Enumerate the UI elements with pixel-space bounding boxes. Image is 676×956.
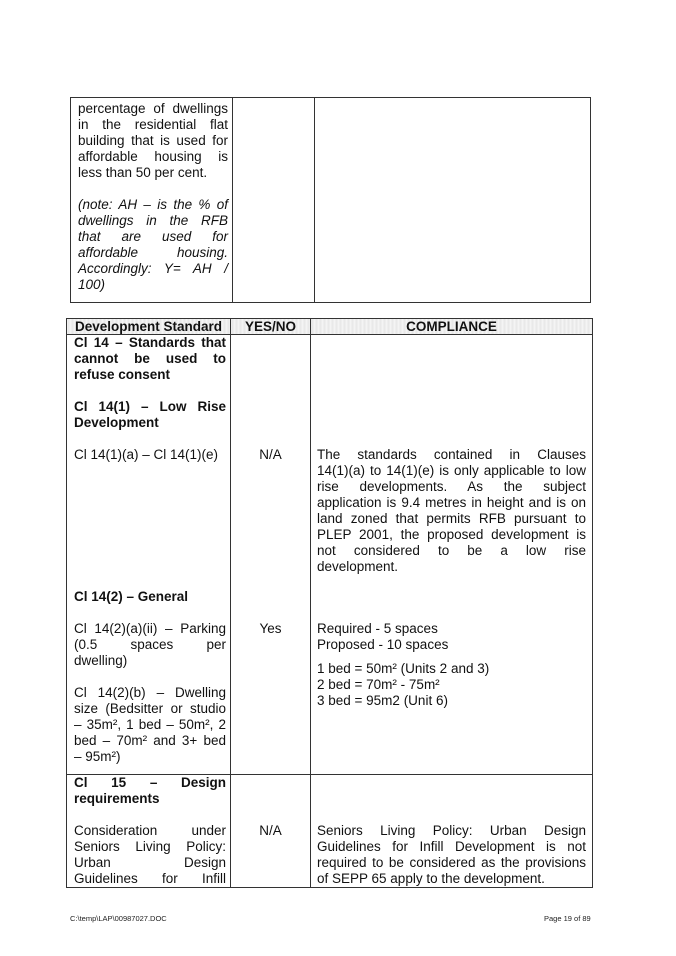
header-yes-no: YES/NO [231,319,311,335]
cl14-1-item: Cl 14(1)(a) – Cl 14(1)(e) [74,447,219,462]
dwelling-size-standard: Cl 14(2)(b) – Dwelling size (Bedsitter or studio – 35m², 1 bed – 50m², 2 bed – 70m² and 3+ bed – 95m²) [74,685,226,764]
cl15-yesno-cell [231,775,311,888]
cl14-title: Cl 14 – Standards that cannot be used to refuse consent [74,335,226,382]
cl14-1-compliance: The standards contained in Clauses 14(1)(a) to 14(1)(e) is only applicable to low rise developments. As the subject application is 9.4 metres in height and is on land zoned that permits RFB pursuant to PLEP 2001, the proposed development is not considered to be a low rise development. [317,447,586,574]
cl14-standard-cell [67,335,231,775]
cl15-item: Consideration under Seniors Living Policy: Urban Design Guidelines for Infill [74,823,226,886]
cl15-standard-cell [67,775,231,888]
parking-compliance: Required - 5 spaces Proposed - 10 spaces [317,621,449,652]
cl14-1-yesno: N/A [259,447,282,462]
footer-page-number: Page 19 of 89 [544,914,591,923]
footer-file-path: C:\temp\LAP\00987027.DOC [70,914,167,923]
standards-table [66,318,593,888]
dwelling-size-compliance: 1 bed = 50m² (Units 2 and 3) 2 bed = 70m² - 75m² 3 bed = 95m2 (Unit 6) [317,661,490,708]
cl14-2-title: Cl 14(2) – General [74,589,189,604]
cl14-1-title: Cl 14(1) – Low Rise Development [74,399,226,430]
cl14-compliance-cell [311,335,593,775]
affordable-housing-text: percentage of dwellings in the residential flat building that is used for affordable housing is less than 50 per cent. [78,101,228,180]
cl15-compliance: Seniors Living Policy: Urban Design Guidelines for Infill Development is not required to be considered as the provisions of SEPP 65 apply to the development. [317,823,586,886]
parking-yesno: Yes [259,621,282,636]
header-development-standard: Development Standard [67,319,231,335]
table-header-row [67,319,593,335]
cl15-title: Cl 15 – Design requirements [74,775,226,806]
cl15-compliance-cell [311,775,593,888]
affordable-housing-note: (note: AH – is the % of dwellings in the RFB that are used for affordable housing. Accordingly: Y= AH / 100) [78,197,228,292]
continuation-compliance-cell [315,98,591,303]
continuation-yesno-cell [233,98,315,303]
cl15-yesno: N/A [259,823,282,838]
table-row-cl15 [67,775,593,888]
parking-standard: Cl 14(2)(a)(ii) – Parking (0.5 spaces per dwelling) [74,621,226,668]
cl14-yesno-cell [231,335,311,775]
table-row-cl14 [67,335,593,775]
continuation-table [70,97,591,303]
continuation-standard-cell [71,98,233,303]
header-compliance: COMPLIANCE [311,319,593,335]
